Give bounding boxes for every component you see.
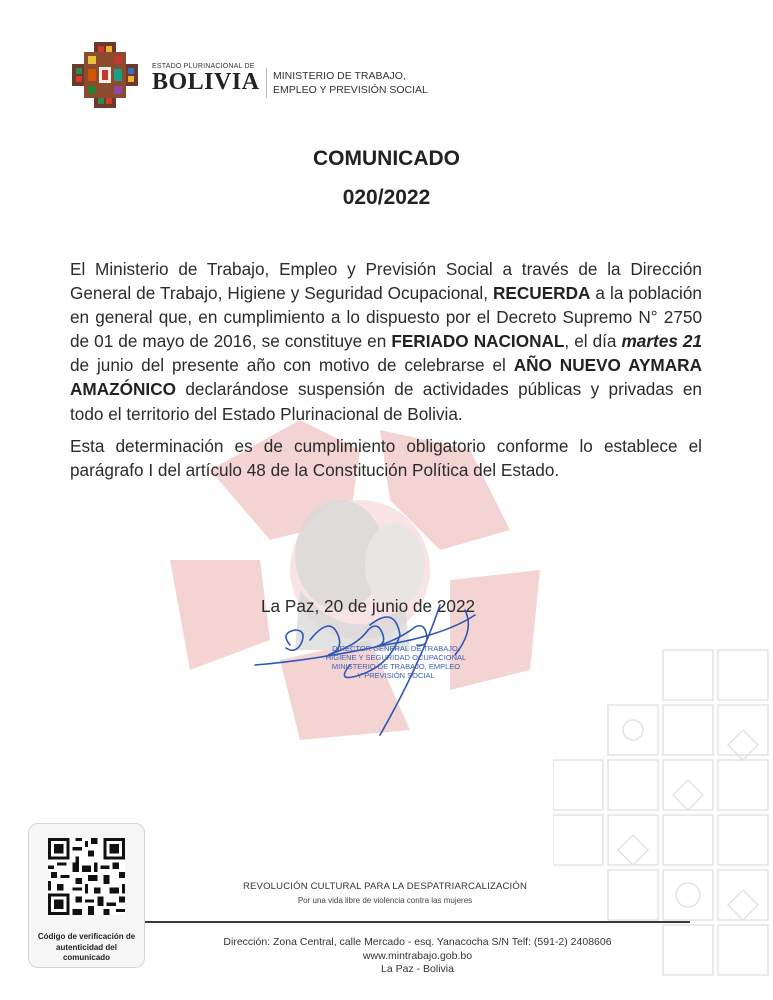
qr-code-icon[interactable] (48, 838, 125, 915)
bolivia-chakana-logo (70, 40, 140, 110)
slogan-main: REVOLUCIÓN CULTURAL PARA LA DESPATRIARCALIZACIÓN (242, 881, 528, 892)
emphasis-ano-nuevo: AÑO NUEVO AYMARA AMAZÓNICO (70, 355, 702, 400)
stamp-line: HIGIENE Y SEGURIDAD OCUPACIONAL (325, 653, 467, 662)
emphasis-date: martes 21 (621, 331, 703, 352)
stamp-line: Y PREVISIÓN SOCIAL (357, 671, 435, 680)
document-title: COMUNICADO (313, 147, 460, 170)
footer-website[interactable]: www.mintrabajo.gob.bo (362, 949, 473, 962)
paragraph-1 (70, 257, 702, 426)
communique-body (70, 257, 702, 490)
text-segment: El Ministerio de Trabajo, Empleo y Previsión Social a través de la Dirección General de Trabajo, Higiene y Seguridad Ocupacional, (70, 259, 702, 304)
footer-city: La Paz - Bolivia (381, 963, 454, 975)
header-divider (266, 68, 267, 98)
country-name: BOLIVIA (152, 69, 260, 95)
emphasis-feriado: FERIADO NACIONAL (391, 331, 565, 352)
paragraph-2: Esta determinación es de cumplimiento obligatorio conforme lo establece el parágrafo I del artículo 48 de la Constitución Política del Estado. (70, 435, 702, 480)
place-and-date: La Paz, 20 de junio de 2022 (261, 596, 476, 616)
text-segment: , el día (564, 331, 622, 352)
footer-slogan (240, 881, 530, 905)
text-segment: de junio del presente año con motivo de celebrarse el (70, 355, 514, 376)
state-label: ESTADO PLURINACIONAL DE (152, 63, 255, 70)
stamp-line: MINISTERIO DE TRABAJO, EMPLEO (331, 662, 461, 671)
letterhead (70, 40, 470, 110)
footer-address: Dirección: Zona Central, calle Mercado - esq. Yanacocha S/N Telf: (591-2) 2408606 (223, 936, 612, 948)
text-segment: a la población en general que, en cumplimiento a lo dispuesto por el Decreto Supremo N° 2750 de 01 de mayo de 2016, se constituye en (70, 283, 702, 352)
signature-stamp (296, 644, 496, 680)
ministry-name: MINISTERIO DE TRABAJO, EMPLEO Y PREVISIÓN SOCIAL (273, 70, 428, 96)
footer-divider (145, 921, 690, 923)
stamp-line: DIRECTOR GENERAL DE TRABAJO, (332, 644, 460, 653)
text-segment: declarándose suspensión de actividades públicas y privadas en todo el territorio del Estado Plurinacional de Bolivia. (70, 379, 702, 424)
document-number: 020/2022 (342, 186, 431, 209)
footer-contact (145, 936, 690, 977)
emphasis-recuerda: RECUERDA (493, 283, 591, 304)
verification-qr-panel (28, 823, 145, 968)
slogan-sub: Por una vida libre de violencia contra las mujeres (297, 896, 473, 905)
qr-caption: Código de verificación de autenticidad del comunicado (37, 932, 136, 962)
